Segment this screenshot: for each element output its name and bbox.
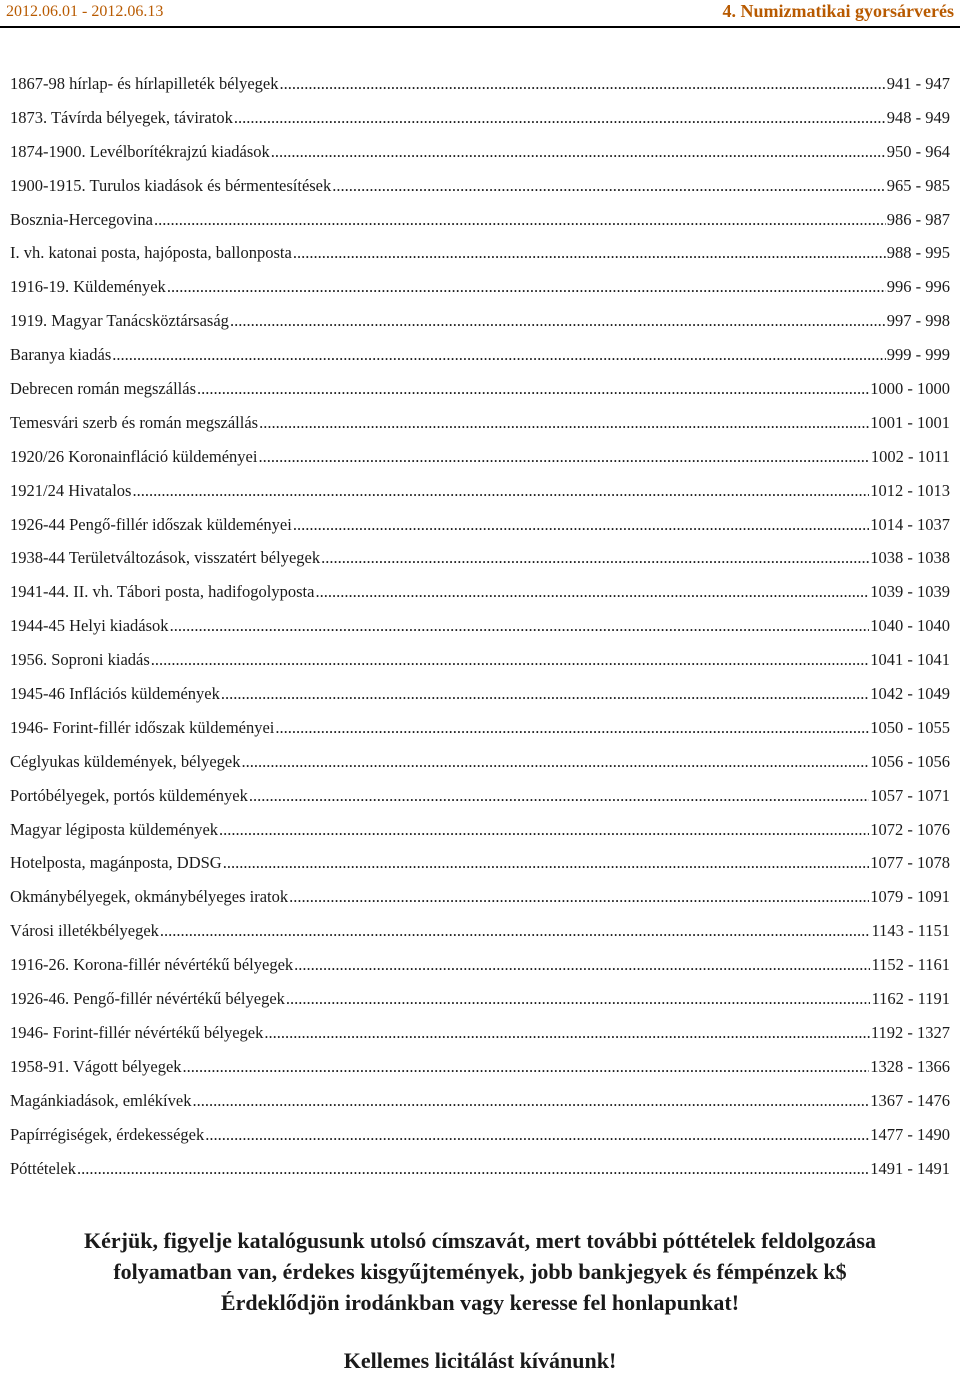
- toc-entry-pages: 1079 - 1091: [870, 887, 950, 907]
- dot-leader: [132, 481, 869, 501]
- toc-entry-pages: 1040 - 1040: [870, 616, 950, 636]
- dot-leader: [264, 1023, 869, 1043]
- toc-entry-title: 1938-44 Területváltozások, visszatért bélyegek: [10, 548, 321, 568]
- toc-entry-title: Céglyukas küldemények, bélyegek: [10, 751, 241, 771]
- dot-leader: [170, 616, 870, 636]
- toc-entry-title: Magánkiadások, emlékívek: [10, 1090, 192, 1110]
- dot-leader: [192, 1091, 869, 1111]
- toc-entry: [10, 108, 950, 142]
- notice-line-3: Érdeklődjön irodánkban vagy keresse fel honlapunkat!: [220, 1290, 740, 1315]
- toc-entry: [10, 176, 950, 210]
- toc-entry-pages: 1039 - 1039: [870, 582, 950, 602]
- toc-entry-title: Portóbélyegek, portós küldemények: [10, 785, 248, 805]
- toc-entry: [10, 548, 950, 582]
- toc-entry-pages: 1050 - 1055: [870, 717, 950, 737]
- toc-entry-pages: 988 - 995: [886, 243, 950, 263]
- toc-entry-title: Bosznia-Hercegovina: [10, 209, 153, 229]
- toc-entry-title: 1926-44 Pengő-fillér időszak küldeményei: [10, 514, 292, 534]
- toc-entry-pages: 1000 - 1000: [870, 379, 950, 399]
- auction-title: 4. Numizmatikai gyorsárverés: [722, 1, 954, 21]
- toc-entry-title: 1946- Forint-fillér névértékű bélyegek: [10, 1022, 264, 1042]
- dot-leader: [167, 277, 886, 297]
- dot-leader: [321, 548, 869, 568]
- toc-entry-title: 1900-1915. Turulos kiadások és bérmentesítések: [10, 175, 332, 195]
- toc-entry: [10, 887, 950, 921]
- date-range: 2012.06.01 - 2012.06.13: [6, 3, 164, 20]
- toc-entry-pages: 1057 - 1071: [870, 785, 950, 805]
- toc-entry: [10, 1091, 950, 1125]
- toc-entry-title: 1916-26. Korona-fillér névértékű bélyegek: [10, 955, 294, 975]
- toc-entry: [10, 718, 950, 752]
- toc-entry-pages: 1012 - 1013: [870, 480, 950, 500]
- toc-entry: [10, 1125, 950, 1159]
- toc-entry: [10, 955, 950, 989]
- dot-leader: [112, 345, 886, 365]
- toc-entry-pages: 950 - 964: [886, 141, 950, 161]
- toc-entry: [10, 684, 950, 718]
- toc-entry-title: Városi illetékbélyegek: [10, 921, 159, 941]
- toc-entry-pages: 948 - 949: [886, 107, 950, 127]
- table-of-contents: [10, 74, 950, 1192]
- toc-entry-title: 1920/26 Koronainfláció küldeményei: [10, 446, 258, 466]
- toc-entry-title: Temesvári szerb és román megszállás: [10, 412, 259, 432]
- dot-leader: [221, 684, 869, 704]
- toc-entry-pages: 965 - 985: [886, 175, 950, 195]
- toc-entry-title: 1941-44. II. vh. Tábori posta, hadifogolyposta: [10, 582, 315, 602]
- toc-entry-pages: 1056 - 1056: [870, 751, 950, 771]
- dot-leader: [205, 1125, 869, 1145]
- toc-entry-title: 1921/24 Hivatalos: [10, 480, 132, 500]
- toc-entry: [10, 650, 950, 684]
- toc-entry-title: Póttételek: [10, 1158, 76, 1178]
- toc-entry-pages: 1143 - 1151: [871, 921, 950, 941]
- toc-entry-pages: 1042 - 1049: [870, 684, 950, 704]
- toc-entry: [10, 243, 950, 277]
- toc-entry: [10, 616, 950, 650]
- dot-leader: [197, 379, 869, 399]
- dot-leader: [259, 413, 869, 433]
- toc-entry: [10, 413, 950, 447]
- toc-entry-pages: 1041 - 1041: [870, 650, 950, 670]
- dot-leader: [249, 786, 869, 806]
- page-header: [0, 0, 960, 28]
- toc-entry-title: 1946- Forint-fillér időszak küldeményei: [10, 717, 275, 737]
- toc-entry-title: I. vh. katonai posta, hajóposta, ballonposta: [10, 243, 292, 263]
- toc-entry: [10, 752, 950, 786]
- toc-entry-title: 1873. Távírda bélyegek, táviratok: [10, 107, 233, 127]
- dot-leader: [286, 989, 871, 1009]
- toc-entry-title: Debrecen román megszállás: [10, 379, 196, 399]
- toc-entry-title: 1945-46 Inflációs küldemények: [10, 684, 220, 704]
- toc-entry: [10, 481, 950, 515]
- dot-leader: [271, 142, 886, 162]
- notice-line-2: folyamatban van, érdekes kisgyűjtemények, jobb bankjegyek és fémpénzek k$: [113, 1259, 847, 1284]
- toc-entry-pages: 1038 - 1038: [870, 548, 950, 568]
- dot-leader: [151, 650, 869, 670]
- toc-entry: [10, 582, 950, 616]
- dot-leader: [293, 515, 869, 535]
- toc-entry: [10, 74, 950, 108]
- toc-entry-title: 1874-1900. Levélborítékrajzú kiadások: [10, 141, 270, 161]
- toc-entry: [10, 921, 950, 955]
- toc-entry-title: 1916-19. Küldemények: [10, 277, 166, 297]
- toc-entry: [10, 210, 950, 244]
- dot-leader: [332, 176, 885, 196]
- toc-entry-title: 1956. Soproni kiadás: [10, 650, 150, 670]
- toc-entry-title: Magyar légiposta küldemények: [10, 819, 219, 839]
- dot-leader: [223, 853, 870, 873]
- toc-entry-pages: 1001 - 1001: [870, 412, 950, 432]
- toc-entry-title: 1919. Magyar Tanácsköztársaság: [10, 311, 229, 331]
- toc-entry: [10, 447, 950, 481]
- dot-leader: [160, 921, 871, 941]
- dot-leader: [154, 210, 886, 230]
- toc-entry: [10, 853, 950, 887]
- dot-leader: [275, 718, 869, 738]
- dot-leader: [230, 311, 886, 331]
- toc-entry-title: Papírrégiségek, érdekességek: [10, 1124, 205, 1144]
- dot-leader: [280, 74, 886, 94]
- toc-entry: [10, 142, 950, 176]
- toc-entry-pages: 1367 - 1476: [870, 1090, 950, 1110]
- toc-entry: [10, 311, 950, 345]
- notice-line-1: Kérjük, figyelje katalógusunk utolsó címszavát, mert további póttételek feldolgozása: [84, 1228, 876, 1253]
- toc-entry-title: Okmánybélyegek, okmánybélyeges iratok: [10, 887, 289, 907]
- dot-leader: [294, 955, 870, 975]
- toc-entry-pages: 1014 - 1037: [870, 514, 950, 534]
- dot-leader: [293, 243, 886, 263]
- toc-entry-title: 1926-46. Pengő-fillér névértékű bélyegek: [10, 989, 285, 1009]
- toc-entry-pages: 1328 - 1366: [870, 1056, 950, 1076]
- toc-entry-pages: 986 - 987: [886, 209, 950, 229]
- toc-entry-pages: 996 - 996: [886, 277, 950, 297]
- toc-entry-pages: 1162 - 1191: [871, 989, 950, 1009]
- toc-entry-title: Baranya kiadás: [10, 345, 112, 365]
- dot-leader: [289, 887, 869, 907]
- toc-entry: [10, 820, 950, 854]
- toc-entry: [10, 1057, 950, 1091]
- toc-entry: [10, 1159, 950, 1193]
- dot-leader: [183, 1057, 870, 1077]
- toc-entry: [10, 515, 950, 549]
- toc-entry-title: 1867-98 hírlap- és hírlapilleték bélyegek: [10, 74, 279, 93]
- toc-entry-pages: 1477 - 1490: [870, 1124, 950, 1144]
- toc-entry: [10, 786, 950, 820]
- toc-entry-pages: 999 - 999: [886, 345, 950, 365]
- toc-entry: [10, 345, 950, 379]
- toc-entry: [10, 989, 950, 1023]
- toc-entry: [10, 379, 950, 413]
- toc-entry-pages: 1192 - 1327: [870, 1022, 950, 1042]
- toc-entry-title: 1958-91. Vágott bélyegek: [10, 1056, 182, 1076]
- toc-entry-pages: 997 - 998: [886, 311, 950, 331]
- dot-leader: [234, 108, 886, 128]
- toc-entry-pages: 1077 - 1078: [870, 853, 950, 873]
- toc-entry: [10, 1023, 950, 1057]
- dot-leader: [77, 1159, 869, 1179]
- toc-entry-title: Hotelposta, magánposta, DDSG: [10, 853, 222, 873]
- toc-entry-pages: 1491 - 1491: [870, 1158, 950, 1178]
- toc-entry-pages: 941 - 947: [886, 74, 950, 93]
- dot-leader: [241, 752, 869, 772]
- toc-entry-pages: 1002 - 1011: [870, 446, 950, 466]
- toc-entry: [10, 277, 950, 311]
- dot-leader: [258, 447, 869, 467]
- closing-greeting: Kellemes licitálást kívánunk!: [343, 1348, 617, 1373]
- dot-leader: [219, 820, 869, 840]
- toc-entry-title: 1944-45 Helyi kiadások: [10, 616, 169, 636]
- dot-leader: [315, 582, 869, 602]
- toc-entry-pages: 1152 - 1161: [871, 955, 950, 975]
- toc-entry-pages: 1072 - 1076: [870, 819, 950, 839]
